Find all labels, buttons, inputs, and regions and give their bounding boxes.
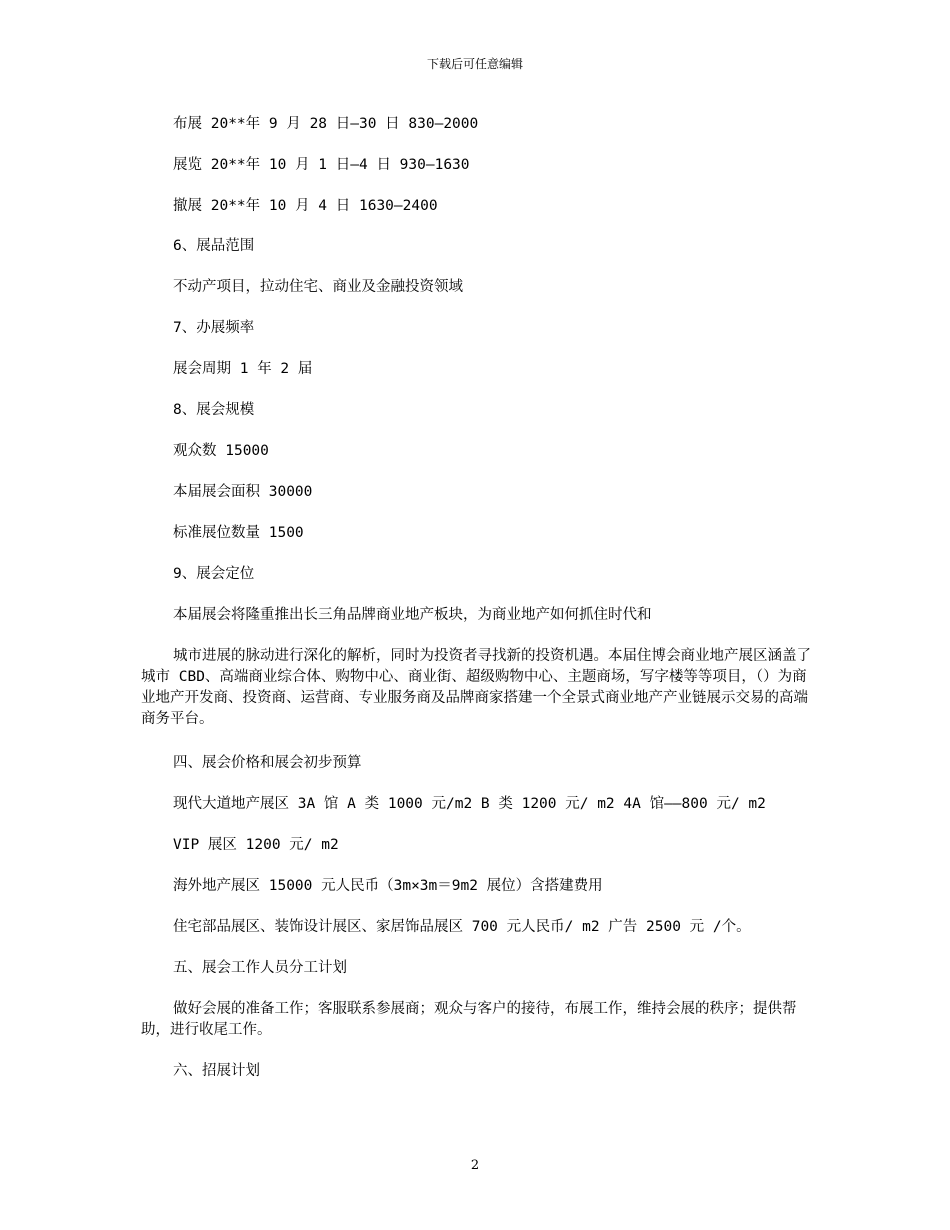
section-heading-staff: 五、展会工作人员分工计划 <box>173 960 347 976</box>
staff-paragraph: 做好会展的准备工作；客服联系参展商；观众与客户的接待，布展工作，维持会展的秩序；提供帮助，进行收尾工作。 <box>141 1001 797 1038</box>
positioning-intro: 本届展会将隆重推出长三角品牌商业地产板块，为商业地产如何抓住时代和 <box>173 607 652 623</box>
frequency-text: 展会周期 1 年 2 届 <box>173 361 313 377</box>
positioning-paragraph: 城市进展的脉动进行深化的解析，同时为投资者寻找新的投资机遇。本届住博会商业地产展区涵盖了城市 CBD、高端商业综合体、购物中心、商业街、超级购物中心、主题商场，写字楼等等项目，（）为商业地产开发商、投资商、运营商、专业服务商及品牌商家搭建一个全景式商业地产产业链展示交易的高端商务平台。 <box>141 648 811 727</box>
schedule-setup: 布展 20**年 9 月 28 日—30 日 830—2000 <box>173 116 479 132</box>
schedule-dismantle: 撤展 20**年 10 月 4 日 1630—2400 <box>173 198 438 214</box>
section-heading-scope: 6、展品范围 <box>173 238 255 254</box>
scope-text: 不动产项目，拉动住宅、商业及金融投资领域 <box>173 279 463 295</box>
scale-booths: 标准展位数量 1500 <box>173 525 304 541</box>
scale-visitors: 观众数 15000 <box>173 443 269 459</box>
section-heading-recruitment: 六、招展计划 <box>173 1063 260 1079</box>
schedule-exhibition: 展览 20**年 10 月 1 日—4 日 930—1630 <box>173 157 470 173</box>
price-residential: 住宅部品展区、装饰设计展区、家居饰品展区 700 元人民币/ m2 广告 2500 元 /个。 <box>173 919 751 935</box>
page-header: 下载后可任意编辑 <box>426 57 523 71</box>
page-number: 2 <box>470 1158 480 1173</box>
section-heading-positioning: 9、展会定位 <box>173 566 255 582</box>
section-heading-frequency: 7、办展频率 <box>173 320 255 336</box>
price-vip: VIP 展区 1200 元/ m2 <box>173 837 339 853</box>
price-overseas: 海外地产展区 15000 元人民币（3m×3m＝9m2 展位）含搭建费用 <box>173 878 603 894</box>
scale-area: 本届展会面积 30000 <box>173 484 313 500</box>
section-heading-scale: 8、展会规模 <box>173 402 255 418</box>
section-heading-pricing: 四、展会价格和展会初步预算 <box>173 755 362 771</box>
price-modern-avenue: 现代大道地产展区 3A 馆 A 类 1000 元/m2 B 类 1200 元/ m2 4A 馆——800 元/ m2 <box>173 796 766 812</box>
